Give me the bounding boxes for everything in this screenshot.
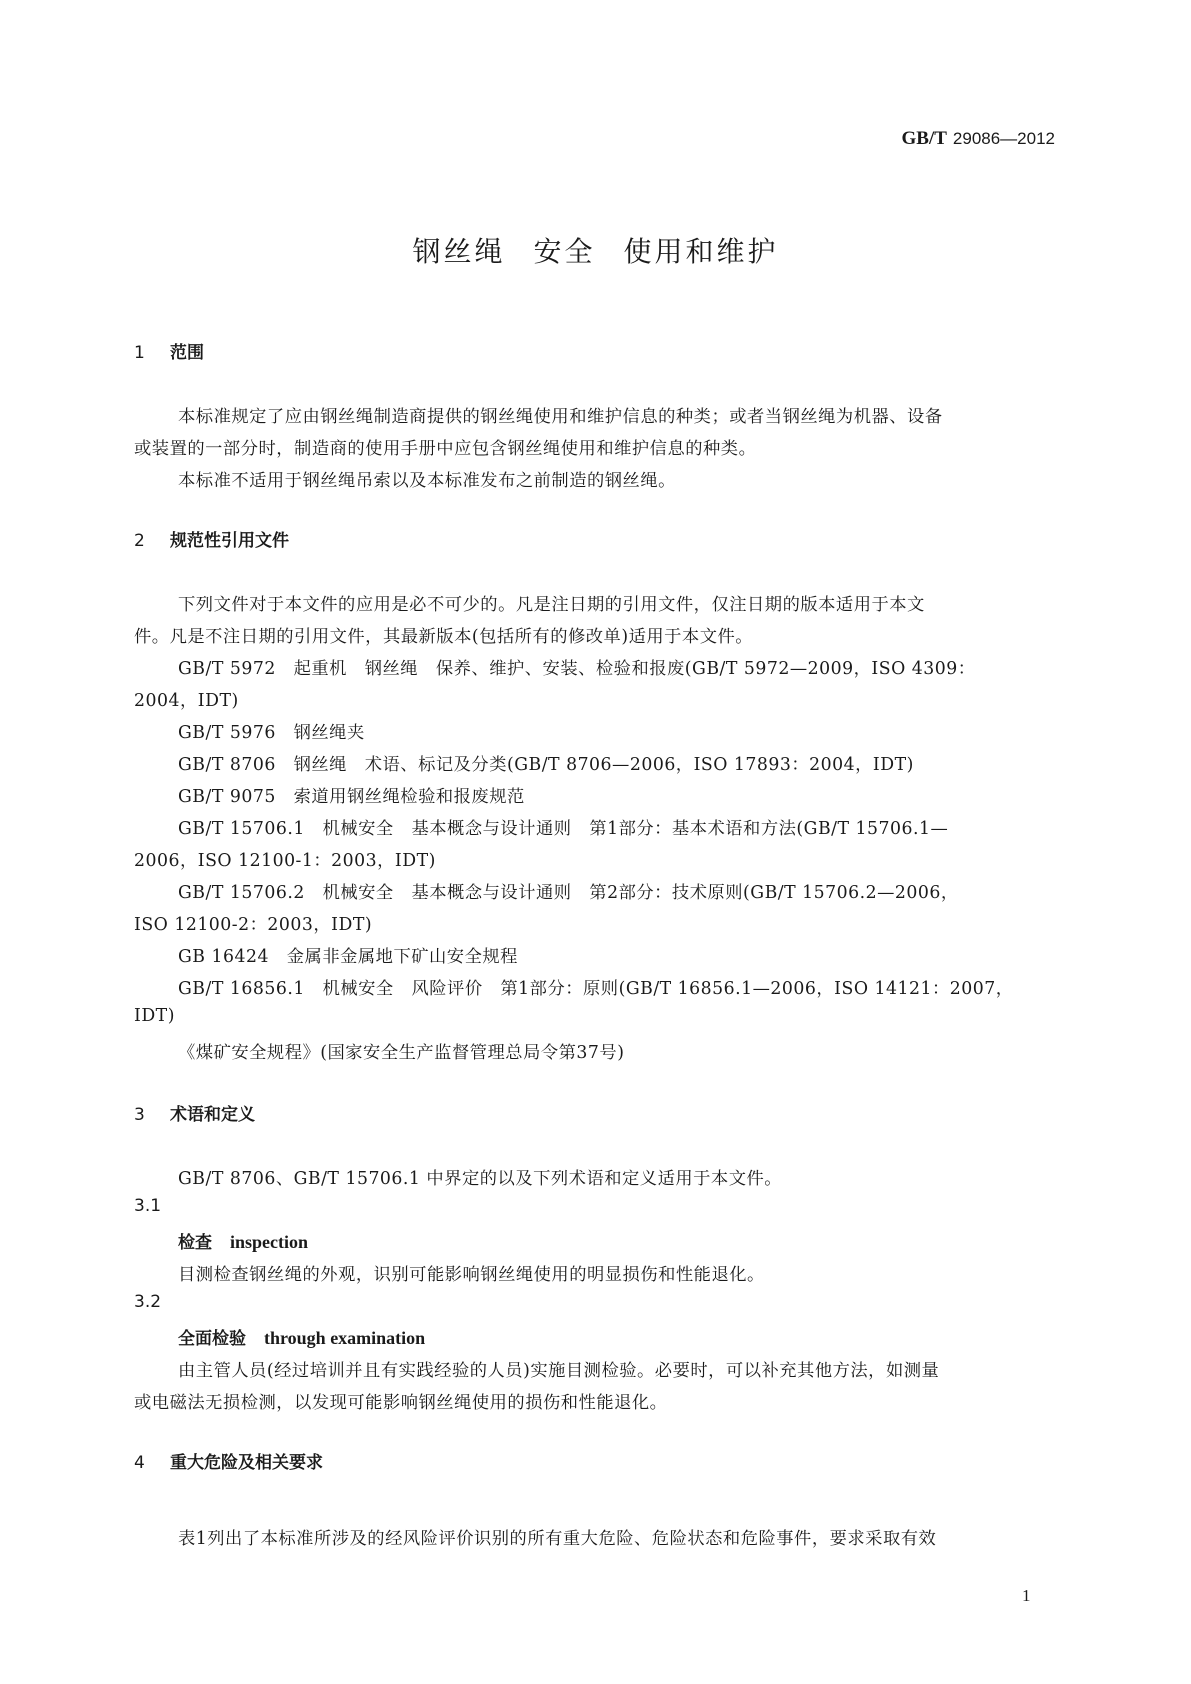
term-zh: 检查 <box>178 1233 212 1253</box>
reference-item-cont: 2006，ISO 12100-1：2003，IDT) <box>134 851 436 871</box>
section-heading-3 <box>134 1100 255 1125</box>
document-title <box>0 230 1191 270</box>
term-definition: 目测检查钢丝绳的外观，识别可能影响钢丝绳使用的明显损伤和性能退化。 <box>178 1265 765 1285</box>
section-title: 术语和定义 <box>170 1105 255 1125</box>
section-title: 规范性引用文件 <box>170 531 289 551</box>
reference-item: GB/T 9075 索道用钢丝绳检验和报废规范 <box>178 787 525 807</box>
reference-item-cont: IDT) <box>134 1006 175 1026</box>
title-part: 安全 <box>533 235 596 268</box>
reference-item: GB/T 16856.1 机械安全 风险评价 第1部分：原则(GB/T 16856.1—2006，ISO 14121：2007， <box>178 979 1014 999</box>
reference-item: 《煤矿安全规程》(国家安全生产监督管理总局令第37号) <box>178 1043 625 1063</box>
paragraph-line: 或装置的一部分时，制造商的使用手册中应包含钢丝绳使用和维护信息的种类。 <box>134 439 757 459</box>
term-definition: 由主管人员(经过培训并且有实践经验的人员)实施目测检验。必要时，可以补充其他方法，如测量 <box>178 1361 940 1381</box>
paragraph-line: 下列文件对于本文件的应用是必不可少的。凡是注日期的引用文件，仅注日期的版本适用于本文 <box>178 595 925 615</box>
paragraph-line: 表1列出了本标准所涉及的经风险评价识别的所有重大危险、危险状态和危险事件，要求采取有效 <box>178 1529 937 1549</box>
reference-item: GB 16424 金属非金属地下矿山安全规程 <box>178 947 518 967</box>
reference-item: GB/T 5972 起重机 钢丝绳 保养、维护、安装、检验和报废(GB/T 5972—2009，ISO 4309： <box>178 659 976 679</box>
term-en: through examination <box>264 1328 426 1348</box>
section-heading-1 <box>134 338 204 363</box>
term-en: inspection <box>230 1232 309 1252</box>
paragraph-line: 件。凡是不注日期的引用文件，其最新版本(包括所有的修改单)适用于本文件。 <box>134 627 754 647</box>
section-title: 重大危险及相关要求 <box>170 1453 323 1473</box>
paragraph-line: 本标准规定了应由钢丝绳制造商提供的钢丝绳使用和维护信息的种类；或者当钢丝绳为机器、设备 <box>178 407 943 427</box>
reference-item: GB/T 8706 钢丝绳 术语、标记及分类(GB/T 8706—2006，ISO 17893：2004，IDT) <box>178 755 914 775</box>
standard-prefix: GB/T <box>901 128 947 149</box>
reference-item: GB/T 15706.1 机械安全 基本概念与设计通则 第1部分：基本术语和方法(GB/T 15706.1— <box>178 819 949 839</box>
reference-item-cont: ISO 12100-2：2003，IDT) <box>134 915 373 935</box>
section-title: 范围 <box>170 343 204 363</box>
section-number: 4 <box>134 1453 145 1473</box>
term-heading <box>178 1324 425 1349</box>
term-heading <box>178 1228 308 1253</box>
clause-number: 3.1 <box>134 1196 162 1216</box>
section-number: 1 <box>134 343 145 363</box>
section-heading-4 <box>134 1448 323 1473</box>
title-part: 使用和维护 <box>623 235 779 268</box>
reference-item: GB/T 5976 钢丝绳夹 <box>178 723 365 743</box>
standard-code: 29086—2012 <box>952 129 1055 148</box>
term-zh: 全面检验 <box>178 1329 246 1349</box>
standard-number <box>902 128 1056 150</box>
reference-item: GB/T 15706.2 机械安全 基本概念与设计通则 第2部分：技术原则(GB/T 15706.2—2006， <box>178 883 959 903</box>
title-part: 钢丝绳 <box>412 235 506 268</box>
paragraph-line: 本标准不适用于钢丝绳吊索以及本标准发布之前制造的钢丝绳。 <box>178 471 676 491</box>
section-heading-2 <box>134 526 289 551</box>
paragraph-line: GB/T 8706、GB/T 15706.1 中界定的以及下列术语和定义适用于本文件。 <box>178 1169 783 1189</box>
section-number: 3 <box>134 1105 145 1125</box>
clause-number: 3.2 <box>134 1292 162 1312</box>
reference-item-cont: 2004，IDT) <box>134 691 239 711</box>
term-definition: 或电磁法无损检测，以发现可能影响钢丝绳使用的损伤和性能退化。 <box>134 1393 668 1413</box>
page-number: 1 <box>1022 1586 1031 1605</box>
section-number: 2 <box>134 531 145 551</box>
